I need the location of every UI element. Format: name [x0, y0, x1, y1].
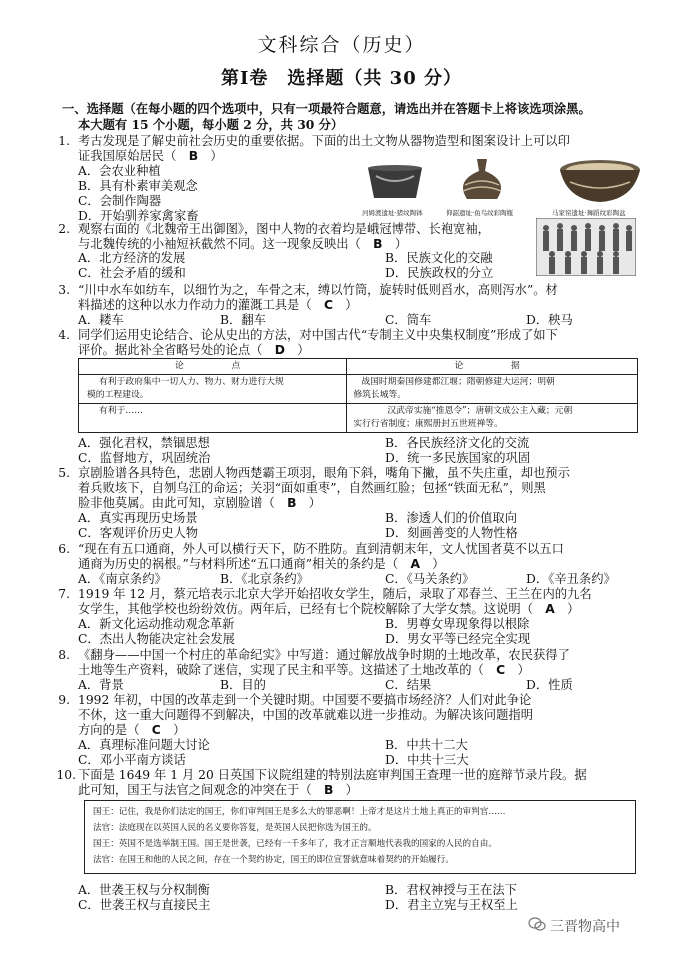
argument-table [78, 358, 638, 433]
q9-option-c: C．邓小平南方谈话 [78, 753, 186, 767]
q4-option-b: B．各民族经济文化的交流 [385, 436, 530, 450]
q1-caption-1: 河姆渡遗址·猪纹陶钵 [362, 209, 423, 217]
q4-option-d: D．统一多民族国家的巩固 [385, 451, 531, 465]
q7-answer: A [545, 602, 555, 616]
q6-answer: A [410, 557, 420, 571]
q2-option-a: A．北方经济的发展 [78, 251, 186, 265]
q8-option-b: B．目的 [220, 678, 266, 692]
q5-stem-3: 脸非他莫属。由此可知，京剧脸谱（ B ） [78, 496, 322, 510]
q4-option-c: C．监督地方，巩固统治 [78, 451, 211, 465]
q1-option-d: D．开始驯养家禽家畜 [78, 209, 199, 223]
q8-stem-1: 《翻身——中国一个村庄的革命纪实》中写道：通过解放战争时期的土地改革，农民获得了 [78, 648, 570, 662]
q9-option-b: B．中共十二大 [385, 738, 468, 752]
pottery-basin-image [555, 158, 645, 206]
q3-answer: C [323, 298, 333, 312]
q9-stem-1: 1992 年初，中国的改革走到一个关键时期。中国要不要搞市场经济？人们对此争论 [78, 693, 532, 707]
wechat-icon [528, 916, 546, 932]
court-dialogue-box [84, 800, 636, 874]
pottery-bottle-image [447, 155, 517, 207]
q2-stem-1: 观察右面的《北魏帝王出御图》，图中人物的衣着均是峨冠博带、长袍宽袖， [78, 222, 490, 236]
q10-option-a: A．世袭王权与分权制衡 [78, 883, 210, 897]
table-cell: 有利于政府集中一切人力、物力、财力进行大规 [99, 377, 284, 387]
q1-answer: B [188, 149, 199, 163]
q8-option-d: D．性质 [526, 678, 573, 692]
dialogue-line: 法官：法庭现在以英国人民的名义要你答复，是英国人民把你选为国王的。 [93, 823, 377, 833]
q8-answer: C [496, 663, 506, 677]
q7-option-c: C．杰出人物能决定社会发展 [78, 632, 235, 646]
table-cell: 修筑长城等。 [353, 390, 407, 400]
q2-number: 2. [58, 222, 70, 236]
q8-number: 8. [58, 648, 70, 662]
dialogue-line: 法官：在国王和他的人民之间，存在一个契约协定，国王的即位宣誓就意味着契约的开始履行。 [93, 855, 454, 865]
q3-option-a: A．耧车 [78, 313, 124, 327]
q4-stem-2: 评价。据此补全省略号处的论点（ D ） [78, 343, 310, 357]
q9-answer: C [151, 723, 161, 737]
pottery-bowl-image [360, 162, 430, 206]
q2-stem-2: 与北魏传统的小袖短袄截然不同。这一现象反映出（ B ） [78, 237, 408, 251]
q4-option-a: A．强化君权，禁锢思想 [78, 436, 210, 450]
q1-stem-2: 证我国原始居民（ B ） [78, 149, 223, 163]
q10-option-c: C．世袭王权与直接民主 [78, 898, 211, 912]
watermark-text: 三晋物高中 [550, 919, 620, 935]
q5-stem-1: 京剧脸谱各具特色，悲剧人物西楚霸王项羽，眼角下斜，嘴角下撇，虽不失庄重，却也预示 [78, 466, 570, 480]
table-row [79, 404, 638, 433]
q6-stem-1: “现在有五口通商，外人可以横行天下，防不胜防。直到清朝末年，文人忧国者莫不以五口 [78, 542, 564, 556]
q6-option-d: D．《辛丑条约》 [526, 572, 616, 586]
q7-number: 7. [58, 587, 70, 601]
q9-option-a: A．真理标准问题大讨论 [78, 738, 210, 752]
q3-number: 3. [58, 283, 70, 297]
q9-number: 9. [58, 693, 70, 707]
q6-number: 6. [58, 542, 70, 556]
table-row [79, 375, 638, 404]
q1-caption-2: 仰韶遗址·鱼鸟纹彩陶瓶 [446, 209, 514, 217]
table-header: 论 点 [79, 359, 347, 375]
q9-stem-3: 方向的是（ C ） [78, 723, 186, 737]
q10-number: 10. [56, 768, 76, 782]
q8-option-c: C．结果 [385, 678, 432, 692]
q5-option-c: C．客观评价历史人物 [78, 526, 199, 540]
q1-caption-3: 马家窑遗址·舞蹈纹彩陶盆 [552, 209, 626, 217]
table-cell [99, 418, 340, 431]
q6-option-a: A．《南京条约》 [78, 572, 167, 586]
q7-stem-2: 女学生，其他学校也纷纷效仿。两年后，已经有七个院校解除了大学女禁。这说明（ A ） [78, 602, 580, 616]
q2-option-c: C．社会矛盾的缓和 [78, 266, 186, 280]
q5-number: 5. [58, 466, 70, 480]
q6-option-b: B．《北京条约》 [220, 572, 309, 586]
q4-stem-1: 同学们运用史论结合、论从史出的方法，对中国古代“专制主义中央集权制度”形成了如下 [78, 328, 558, 342]
table-cell: 汉武帝实施“推恩令”；唐朝文成公主入藏；元朝 [387, 406, 573, 416]
q2-answer: B [373, 237, 383, 251]
q9-option-d: D．中共十三大 [385, 753, 469, 767]
q10-stem-2: 此可知，国王与法官之间观念的冲突在于（ B ） [78, 783, 358, 797]
section-title: 第Ⅰ卷 选择题（共 30 分） [220, 68, 462, 89]
dialogue-line: 国王：英国不是选举制王国。国王是世袭，已经有一千多年了，我才正言顺地代表我的国家的人民的自由。 [93, 839, 497, 849]
instructions-line1: 一、选择题（在每小题的四个选项中，只有一项最符合题意，请选出并在答题卡上将该选项涂黑。 [62, 101, 591, 116]
table-cell: 战国时期秦国修建都江堰；隋朝修建大运河；明朝 [361, 377, 555, 387]
q2-option-b: B．民族文化的交融 [385, 251, 493, 265]
q7-stem-1: 1919 年 12 月，蔡元培表示北京大学开始招收女学生，随后，录取了邓春兰、王兰在内的九名 [78, 587, 592, 601]
q4-number: 4. [58, 328, 70, 342]
q5-stem-2: 着兵败垓下，自刎乌江的命运；关羽“面如重枣”，自然画红脸；包拯“铁面无私”，则黑 [78, 481, 546, 495]
table-header-row [79, 359, 638, 375]
q5-option-d: D．刻画善变的人物性格 [385, 526, 518, 540]
q6-option-c: C．《马关条约》 [385, 572, 475, 586]
q2-option-d: D．民族政权的分立 [385, 266, 494, 280]
q3-stem-1: “川中水车如纺车，以细竹为之，车骨之末，缚以竹筒，旋转时低则舀水，高则泻水”。材 [78, 283, 558, 297]
table-header: 论 据 [347, 359, 638, 375]
q1-option-c: C．会制作陶器 [78, 194, 162, 208]
q10-option-d: D．君主立宪与王权至上 [385, 898, 518, 912]
q3-option-c: C．筒车 [385, 313, 432, 327]
q3-stem-2: 料描述的这种以水力作动力的灌溉工具是（ C ） [78, 298, 358, 312]
q3-option-d: D．秧马 [526, 313, 573, 327]
q5-option-a: A．真实再现历史场景 [78, 511, 198, 525]
dialogue-line: 国王：记住，我是你们法定的国王，你们审判国王是多么大的罪恶啊！上帝才是这片土地上真正的审判官…… [93, 807, 506, 817]
northern-wei-painting-image [536, 218, 636, 276]
q1-option-b: B．具有朴素审美观念 [78, 179, 198, 193]
table-cell: 实行行省制度；康熙册封五世班禅等。 [353, 419, 503, 429]
instructions-line2: 本大题有 15 个小题，每小题 2 分，共 30 分） [78, 117, 344, 132]
q9-stem-2: 不休，这一重大问题得不到解决，中国的改革就难以进一步推动。为解决该问题指明 [78, 708, 533, 722]
q10-stem-1: 下面是 1649 年 1 月 20 日英国下议院组建的特别法庭审判国王查理一世的庭辩节录片段。据 [78, 768, 587, 782]
q8-option-a: A．背景 [78, 678, 124, 692]
q1-option-a: A．会农业种植 [78, 164, 161, 178]
q1-number: 1. [58, 134, 70, 148]
q10-option-b: B．君权神授与王在法下 [385, 883, 518, 897]
q1-stem-1: 考古发现是了解史前社会历史的重要依据。下面的出土文物从器物造型和图案设计上可以印 [78, 134, 570, 148]
q7-option-d: D．男女平等已经完全实现 [385, 632, 531, 646]
q7-option-a: A．新文化运动推动观念革新 [78, 617, 235, 631]
q8-stem-2: 土地等生产资料，破除了迷信，实现了民主和平等。这描述了土地改革的（ C ） [78, 663, 530, 677]
q5-option-b: B．渗透人们的价值取向 [385, 511, 518, 525]
subject-title: 文科综合（历史） [257, 34, 426, 56]
table-cell: 模的工程建设。 [87, 390, 149, 400]
q3-option-b: B．翻车 [220, 313, 266, 327]
q5-answer: B [287, 496, 297, 510]
table-cell: 有利于…… [99, 406, 143, 416]
q10-answer: B [323, 783, 334, 797]
q7-option-b: B．男尊女卑现象得以根除 [385, 617, 530, 631]
q6-stem-2: 通商为历史的祸根。”与材料所述“五口通商”相关的条约是（ A ） [78, 557, 445, 571]
q4-answer: D [274, 343, 285, 357]
